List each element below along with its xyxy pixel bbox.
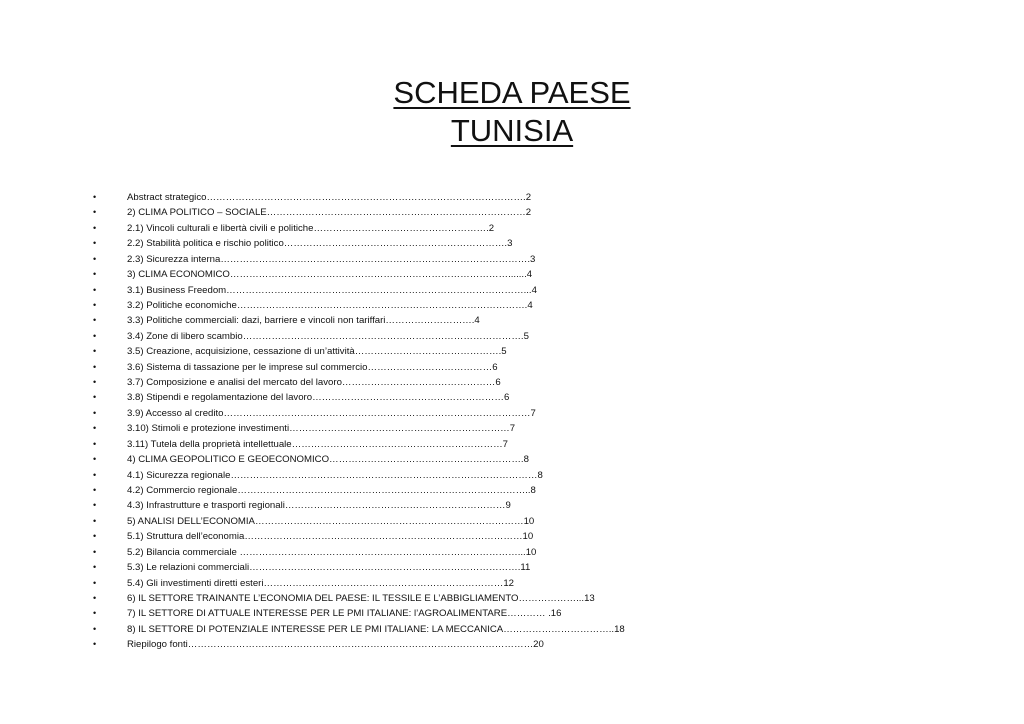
bullet-icon: •: [93, 515, 97, 526]
bullet-icon: •: [93, 207, 97, 218]
toc-entry: [90, 375, 625, 390]
toc-entry-text: 4.2) Commercio regionale………………………………………………………………………………..8: [127, 485, 536, 497]
toc-entry: [90, 591, 625, 606]
bullet-icon: •: [93, 546, 97, 557]
document-title: [0, 74, 1024, 150]
toc-entry: [90, 514, 625, 529]
toc-entry-text: 3) CLIMA ECONOMICO…………………………………………………………………………….......4: [127, 269, 533, 281]
toc-entry: [90, 283, 625, 298]
bullet-icon: •: [93, 222, 97, 233]
toc-entry-text: Abstract strategico……………………………………………………………………………………….2: [127, 192, 532, 203]
toc-entry-text: 3.6) Sistema di tassazione per le imprese sul commercio…………………………………6: [127, 361, 498, 373]
toc-entry: [90, 205, 625, 220]
toc-entry-text: 3.1) Business Freedom…………………………………………………………………………………...4: [127, 284, 537, 296]
bullet-icon: •: [93, 192, 97, 202]
toc-entry-text: 3.2) Politiche economiche……………………………………………………………………………….4: [127, 299, 533, 311]
toc-entry-text: 2.3) Sicurezza interna…………………………………………………………………………………….3: [127, 253, 536, 265]
toc-entry-text: 5) ANALISI DELL’ECONOMIA…………………………………………………………………………10: [127, 515, 535, 527]
bullet-icon: •: [93, 485, 97, 496]
toc-entry-text: 5.4) Gli investimenti diretti esteri…………………………………………………………………12: [127, 577, 515, 589]
toc-entry-text: 3.11) Tutela della proprietà intellettuale…………………………………………………………7: [127, 438, 509, 450]
toc-entry: [90, 452, 625, 467]
bullet-icon: •: [93, 346, 97, 357]
bullet-icon: •: [93, 377, 97, 388]
toc-entry: [90, 298, 625, 313]
toc-entry: [90, 390, 625, 405]
toc-entry: [90, 236, 625, 251]
bullet-icon: •: [93, 284, 97, 295]
bullet-icon: •: [93, 392, 97, 403]
toc-entry-text: Riepilogo fonti………………………………………………………………………………………………20: [127, 639, 544, 651]
bullet-icon: •: [93, 500, 97, 511]
toc-entry: [90, 421, 625, 436]
toc-entry-text: 5.3) Le relazioni commerciali………………………………………………………………………….11: [127, 562, 531, 574]
bullet-icon: •: [93, 253, 97, 264]
toc-entry-text: 4) CLIMA GEOPOLITICO E GEOECONOMICO…………………………………………………….8: [127, 454, 529, 466]
toc-entry-text: 3.3) Politiche commerciali: dazi, barriere e vincoli non tariffari……………………….4: [127, 315, 480, 327]
toc-entry: [90, 252, 625, 267]
toc-entry: [90, 313, 625, 328]
toc-entry-text: 3.7) Composizione e analisi del mercato del lavoro…………………………………………6: [127, 377, 501, 389]
bullet-icon: •: [93, 330, 97, 341]
bullet-icon: •: [93, 438, 97, 449]
toc-entry: [90, 190, 625, 205]
toc-entry-text: 4.1) Sicurezza regionale……………………………………………………………………………………8: [127, 469, 543, 481]
bullet-icon: •: [93, 531, 97, 542]
toc-entry: [90, 267, 625, 282]
toc-entry-text: 5.1) Struttura dell’economia……………………………………………………………………………10: [127, 531, 534, 543]
bullet-icon: •: [93, 639, 97, 650]
toc-entry: [90, 360, 625, 375]
bullet-icon: •: [93, 315, 97, 326]
table-of-contents: [90, 190, 625, 653]
bullet-icon: •: [93, 469, 97, 480]
toc-entry-text: 2.2) Stabilità politica e rischio politico…………………………………………………………….3: [127, 238, 513, 250]
toc-entry-text: 3.5) Creazione, acquisizione, cessazione di un’attività……………………………………….5: [127, 346, 507, 358]
toc-entry: [90, 560, 625, 575]
title-line-1: SCHEDA PAESE: [393, 75, 631, 110]
toc-entry-text: 8) IL SETTORE DI POTENZIALE INTERESSE PER LE PMI ITALIANE: LA MECCANICA……………………………..18: [127, 623, 625, 635]
bullet-icon: •: [93, 423, 97, 434]
toc-entry: [90, 344, 625, 359]
bullet-icon: •: [93, 454, 97, 465]
toc-entry: [90, 221, 625, 236]
toc-entry: [90, 529, 625, 544]
bullet-icon: •: [93, 592, 97, 603]
toc-entry: [90, 545, 625, 560]
bullet-icon: •: [93, 608, 97, 619]
toc-entry-text: 3.9) Accesso al credito……………………………………………………………………………………7: [127, 407, 536, 419]
toc-entry: [90, 329, 625, 344]
toc-entry: [90, 637, 625, 652]
bullet-icon: •: [93, 623, 97, 634]
bullet-icon: •: [93, 361, 97, 372]
toc-entry: [90, 406, 625, 421]
toc-entry: [90, 498, 625, 513]
toc-entry: [90, 468, 625, 483]
toc-entry-text: 2.1) Vincoli culturali e libertà civili e politiche……………………………………………….2: [127, 222, 495, 234]
toc-entry-text: 3.8) Stipendi e regolamentazione del lavoro……………………………………………………6: [127, 392, 510, 404]
toc-entry-text: 3.4) Zone di libero scambio…………………………………………………………………………….5: [127, 330, 529, 342]
toc-entry-text: 2) CLIMA POLITICO – SOCIALE………………………………………………………………………2: [127, 207, 532, 219]
toc-entry: [90, 622, 625, 637]
toc-entry: [90, 606, 625, 621]
toc-entry-text: 5.2) Bilancia commerciale ……………………………………………………………………………...10: [127, 546, 537, 558]
title-line-2: TUNISIA: [450, 113, 574, 148]
toc-entry-text: 3.10) Stimoli e protezione investimenti……………………………………………………………7: [127, 423, 516, 435]
toc-entry: [90, 437, 625, 452]
bullet-icon: •: [93, 299, 97, 310]
bullet-icon: •: [93, 269, 97, 280]
bullet-icon: •: [93, 238, 97, 249]
toc-entry-text: 6) IL SETTORE TRAINANTE L’ECONOMIA DEL PAESE: IL TESSILE E L’ABBIGLIAMENTO………………...13: [127, 592, 595, 604]
bullet-icon: •: [93, 577, 97, 588]
toc-entry-text: 7) IL SETTORE DI ATTUALE INTERESSE PER LE PMI ITALIANE: l’AGROALIMENTARE………… .16: [127, 608, 562, 620]
toc-entry: [90, 576, 625, 591]
toc-entry-text: 4.3) Infrastrutture e trasporti regionali……………………………………………………………9: [127, 500, 511, 512]
bullet-icon: •: [93, 407, 97, 418]
toc-entry: [90, 483, 625, 498]
bullet-icon: •: [93, 562, 97, 573]
